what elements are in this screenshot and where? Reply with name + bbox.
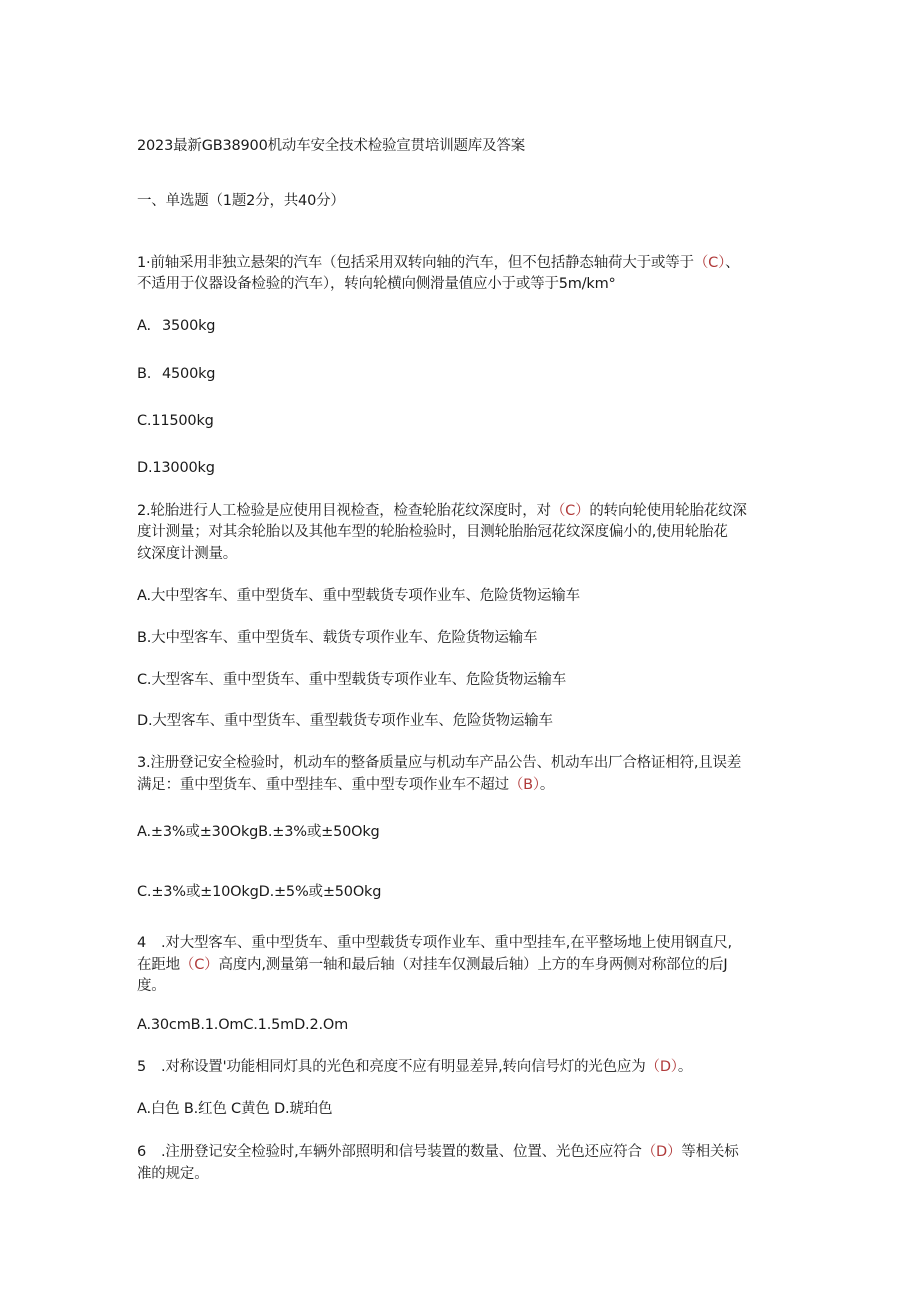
section-heading: 一、单选题（1题2分，共40分）: [137, 193, 345, 209]
question-2-text-pre: 2.轮胎进行人工检验是应使用目视检查，检查轮胎花纹深度时，对: [137, 503, 551, 519]
question-6-text-post: 等相关标: [681, 1144, 739, 1160]
question-2-line-3: 纹深度计测量。: [137, 546, 238, 562]
option-label: B.: [137, 366, 152, 382]
question-4-line-2: [137, 953, 727, 977]
question-1-text-post: 、: [725, 255, 740, 271]
question-2-option-b: B.大中型客车、重中型货车、载货专项作业车、危险货物运输车: [137, 630, 538, 646]
question-1-text-pre: 1·前轴采用非独立悬架的汽车（包括采用双转向轴的汽车，但不包括静态轴荷大于或等于: [137, 255, 694, 271]
question-2-text-post: 的转向轮使用轮胎花纹深: [589, 503, 747, 519]
question-4-answer: （C）: [179, 957, 219, 973]
question-1-option-a: [137, 314, 215, 338]
question-2-option-a: A.大中型客车、重中型货车、重中型载货专项作业车、危险货物运输车: [137, 588, 580, 604]
question-3-text-post: 。: [539, 777, 555, 793]
question-6-answer: （D）: [641, 1144, 682, 1160]
question-4-text-post: 高度内,测量第一轴和最后轴（对挂车仅测最后轴）上方的车身两侧对称部位的后J: [218, 957, 728, 973]
question-5-text-post: 。: [677, 1059, 693, 1075]
question-3-options-cd: C.±3%或±10OkgD.±5%或±50Okg: [137, 884, 382, 900]
question-4-line-1: [137, 931, 732, 955]
question-6-text-pre: .注册登记安全检验时,车辆外部照明和信号装置的数量、位置、光色还应符合: [161, 1144, 642, 1160]
question-3-text-pre: 满足：重中型货车、重中型挂车、重中型专项作业车不超过: [137, 777, 509, 793]
question-4-options: A.30cmB.1.OmC.1.5mD.2.Om: [137, 1017, 349, 1033]
question-1-answer: （C）: [693, 255, 726, 271]
question-2-answer: （C）: [550, 503, 590, 519]
question-4-text-pre: 在距地: [137, 957, 180, 973]
question-1-option-c: C.11500kg: [137, 413, 214, 429]
question-5-answer: （D）: [645, 1059, 678, 1075]
question-6-line-2: 准的规定。: [137, 1166, 209, 1182]
question-5-text-pre: .对称设置'功能相同灯具的光色和亮度不应有明显差异,转向信号灯的光色应为: [161, 1059, 646, 1075]
question-1-option-d: D.13000kg: [137, 460, 215, 476]
question-number: 4: [137, 935, 147, 951]
question-3-line-2: [137, 773, 554, 797]
question-number: 6: [137, 1144, 147, 1160]
document-title: 2023最新GB38900机动车安全技术检验宣贯培训题库及答案: [137, 138, 526, 154]
question-2-option-d: D.大型客车、重中型货车、重型载货专项作业车、危险货物运输车: [137, 713, 553, 729]
question-4-line-3: 度。: [137, 978, 166, 994]
question-3-answer: （B）: [508, 777, 540, 793]
question-3-line-1: 3.注册登记安全检验时，机动车的整备质量应与机动车产品公告、机动车出厂合格证相符,且误差: [137, 755, 742, 771]
question-1-line-2: 不适用于仪器设备检验的汽车），转向轮横向侧滑量值应小于或等于5m∕km°: [137, 276, 616, 292]
question-3-options-ab: A.±3%或±30OkgB.±3%或±50Okg: [137, 824, 380, 840]
option-text: 4500kg: [162, 366, 216, 382]
question-4-text: .对大型客车、重中型货车、重中型载货专项作业车、重中型挂车,在平整场地上使用钢直尺,: [161, 935, 732, 951]
question-5-options: A.白色 B.红色 C黄色 D.琥珀色: [137, 1101, 333, 1117]
question-5-line-1: [137, 1055, 692, 1079]
question-6-line-1: [137, 1140, 739, 1164]
question-2-line-2: 度计测量；对其余轮胎以及其他车型的轮胎检验时，目测轮胎胎冠花纹深度偏小的,使用轮胎花: [137, 524, 728, 540]
question-1-option-b: [137, 362, 215, 386]
option-label: A.: [137, 318, 151, 334]
question-number: 5: [137, 1059, 147, 1075]
question-2-option-c: C.大型客车、重中型货车、重中型载货专项作业车、危险货物运输车: [137, 672, 567, 688]
option-text: 3500kg: [162, 318, 216, 334]
